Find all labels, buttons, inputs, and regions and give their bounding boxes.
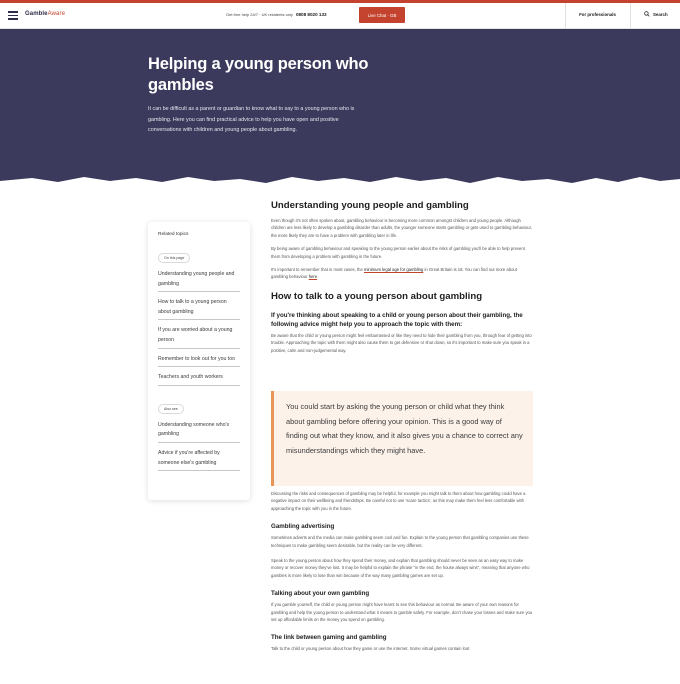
- paragraph-text: It's important to remember that in most cases, the: [271, 267, 364, 273]
- heading-advertising: Gambling advertising: [271, 523, 335, 531]
- sidebar-title: Related topics: [158, 232, 189, 237]
- paragraph: Be aware that the child or young person might feel embarrassed or like they need to hide their gambling from you, through fear of getting into trouble. Approaching the topic with them might also cause them to get defensive or shut down, so it's important to make sure you speak in a positive, calm and non-judgemental way.: [271, 332, 532, 353]
- paragraph: By being aware of gambling behaviour and speaking to the young person earlier about the risks of gambling you'll be able to help prevent them from developing a problem with gambling in the future.: [271, 246, 525, 259]
- page-title: Helping a young person who gambles: [148, 55, 369, 94]
- paragraph-text: in Great Britain is 18. You can find out more about gambling behaviour: [271, 267, 517, 280]
- related-topics-sidebar: [148, 222, 250, 500]
- paragraph: Discussing the risks and consequences of gambling may be helpful, for example you might talk to them about how gambling could have a negative impact on their wellbeing and friendships. Be careful not to use 'scare tactics', as this may make them feel less comfortable with approaching the topic with you in the future.: [271, 491, 526, 511]
- search-label: Search: [653, 11, 668, 17]
- helpline-number[interactable]: 0808 8020 133: [295, 12, 327, 17]
- logo-accent: Aware: [47, 11, 66, 17]
- on-this-page-pill: On this page: [158, 253, 190, 263]
- header-divider: [630, 3, 631, 29]
- paragraph: If you gamble yourself, the child or young person might have learnt to see this behaviour as normal. Be aware of your own reasons for gambling and help the young person to understand what it means to gamble safely. For example, don't chase your losses and make sure you set up affordable limits on the money you spend on gambling.: [271, 602, 533, 623]
- site-logo[interactable]: [25, 11, 65, 17]
- live-chat-button[interactable]: Live Chat · GB: [359, 7, 405, 23]
- hero-banner: [0, 29, 680, 189]
- sidebar-item-understanding-someone[interactable]: Understanding someone who's gambling: [158, 420, 240, 443]
- heading-how-to-talk: How to talk to a young person about gambling: [271, 290, 483, 302]
- heading-own-gambling: Talking about your own gambling: [271, 590, 370, 598]
- sidebar-item-how-to-talk[interactable]: How to talk to a young person about gambling: [158, 297, 240, 320]
- legal-age-link[interactable]: minimum legal age for gambling: [363, 267, 424, 273]
- sidebar-item-look-out[interactable]: Remember to look out for you too: [158, 354, 240, 368]
- professionals-link[interactable]: For professionals: [579, 12, 616, 17]
- paragraph: Talk to the child or young person about how they game or use the internet. Some virtual games contain loot: [271, 646, 470, 652]
- also-see-pill: Also see: [158, 404, 184, 414]
- helpline-text: Get free help 24/7 · UK residents only: [226, 12, 293, 17]
- paragraph-text: .: [317, 274, 319, 280]
- article-bottom: [271, 490, 533, 653]
- heading-understanding: Understanding young people and gambling: [271, 200, 469, 211]
- search-button[interactable]: [644, 11, 668, 17]
- paragraph: [271, 266, 533, 281]
- pull-quote: [271, 391, 533, 486]
- search-icon: [644, 11, 650, 17]
- sidebar-item-worried[interactable]: If you are worried about a young person: [158, 325, 240, 348]
- paragraph: Even though it's not often spoken about, gambling behaviour is becoming more common amongst children and young people. Although children are less likely to develop a gambling disorder than adults, the younger someone starts gambling or gets used to gambling behaviour, the more likely they are to have a problem with gambling later in life.: [271, 218, 532, 238]
- helpline: [226, 12, 327, 17]
- sidebar-item-teachers[interactable]: Teachers and youth workers: [158, 372, 240, 386]
- menu-icon[interactable]: [8, 11, 18, 20]
- paragraph: Sometimes adverts and the media can make gambling seem cool and fun. Explain to the young person that gambling companies use these techniques to make gambling seem desirable, but the reality can be very different.: [271, 535, 529, 548]
- sidebar-item-understanding[interactable]: Understanding young people and gambling: [158, 269, 240, 292]
- heading-thinking-about: If you're thinking about speaking to a child or young person about their gambling, the following advice might help you to approach the topic with them:: [271, 311, 523, 328]
- page-intro: It can be difficult as a parent or guardian to know what to say to a young person who is gambling. Here you can find practical advice to help you have open and positive conversations with children and young people about gambling.: [148, 106, 355, 134]
- here-link[interactable]: here: [308, 274, 318, 280]
- sidebar-item-affected[interactable]: Advice if you're affected by someone else's gambling: [158, 448, 240, 471]
- logo-main: Gamble: [25, 11, 48, 17]
- paragraph: Speak to the young person about how they spend their money, and explain that gambling should never be seen as an easy way to make money or recover money they've lost. It may be helpful to explain the phrase "in the end, the house always wins", meaning that anyone who gambles is more likely to lose than win because of the way many gambling games are set up.: [271, 558, 530, 578]
- article-top: [271, 200, 533, 354]
- heading-gaming: The link between gaming and gambling: [271, 634, 387, 642]
- quote-text: You could start by asking the young person or child what they think about gambling before offering your opinion. This is a good way of finding out what they know, and it also gives you a chance to correct any misunderstandings which they might have.: [286, 402, 523, 455]
- site-header: [0, 3, 680, 29]
